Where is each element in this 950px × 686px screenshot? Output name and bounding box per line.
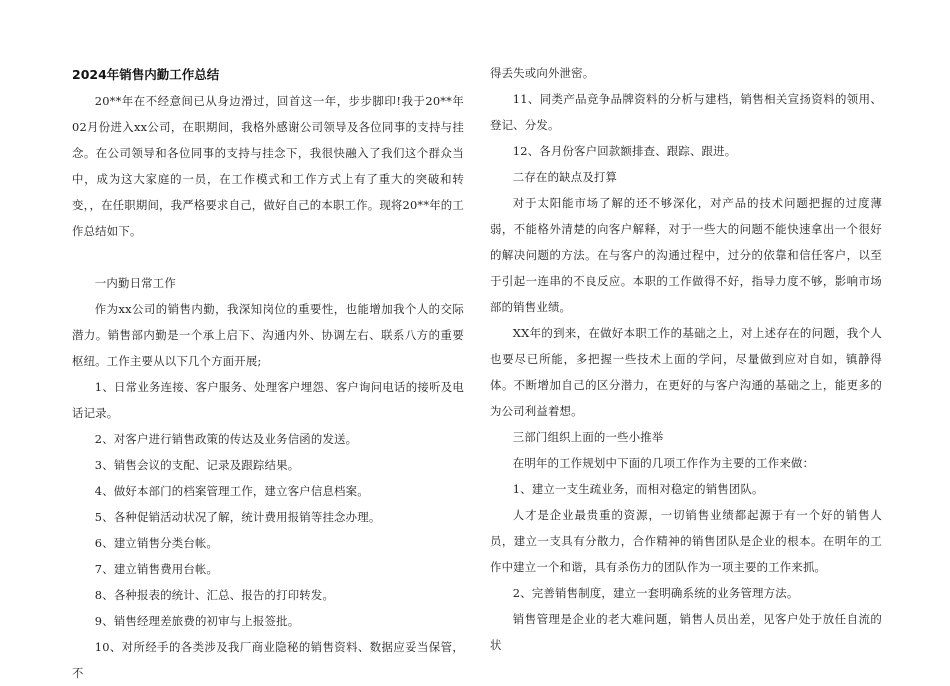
proposal-item-2: 2、完善销售制度，建立一套明确系统的业务管理方法。 [512, 586, 799, 600]
paragraph-role: 作为xx公司的销售内勤，我深知岗位的重要性，也能增加我个人的交际潜力。销售部内勤是一个承上启下、沟通内外、协调左右、联系八方的重要枢纽。工作主要从以下几个方面开展; [72, 302, 464, 368]
paragraph-continuation: 得丢失或向外泄密。 [490, 66, 595, 80]
list-item-4: 4、做好本部门的档案管理工作，建立客户信息档案。 [94, 484, 369, 498]
section-heading-3: 三部门组织上面的一些小推举 [512, 430, 664, 444]
paragraph-intro: 20**年在不经意间已从身边滑过，回首这一年，步步脚印!我于20**年02月份进入xx公司，在职期间，我格外感谢公司领导及各位同事的支持与挂念。在公司领导和各位同事的支持与挂念下，我很快融入了我们这个群众当中，成为这大家庭的一员，在工作模式和工作方式上有了重大的突破和转变，，在任职期间，我严格要求自己，做好自己的本职工作。现将20**年的工作总结如下。 [72, 94, 464, 238]
paragraph-next-year: 在明年的工作规划中下面的几项工作作为主要的工作来做： [512, 456, 815, 470]
paragraph-talent: 人才是企业最贵重的资源，一切销售业绩都起源于有一个好的销售人员，建立一支具有分散力，合作精神的销售团队是企业的根本。在明年的工作中建立一个和谐，具有杀伤力的团队作为一项主要的工作来抓。 [490, 508, 882, 574]
section-heading-2: 二存在的缺点及打算 [512, 170, 618, 184]
list-item-9: 9、销售经理差旅费的初审与上报签批。 [94, 614, 300, 628]
section-heading-1: 一内勤日常工作 [94, 276, 176, 290]
list-item-12: 12、各月份客户回款额排查、跟踪、跟进。 [512, 144, 737, 158]
document-title: 2024年销售内勤工作总结 [72, 67, 220, 82]
right-column [490, 60, 882, 658]
list-item-7: 7、建立销售费用台帐。 [94, 562, 219, 576]
paragraph-plans: XX年的到来，在做好本职工作的基础之上，对上述存在的问题，我个人也要尽已所能，多把握一些技术上面的学问，尽量做到应对自如，镇静得体。不断增加自己的区分潜力，在更好的与客户沟通的基础之上，能更多的为公司利益着想。 [490, 326, 882, 418]
list-item-8: 8、各种报表的统计、汇总、报告的打印转发。 [94, 588, 335, 602]
list-item-10: 10、对所经手的各类涉及我厂商业隐秘的销售资料、数据应妥当保管，不 [72, 640, 464, 680]
list-item-11: 11、同类产品竞争品牌资料的分析与建档，销售相关宣扬资料的领用、登记、分发。 [490, 92, 882, 132]
list-item-1: 1、日常业务连接、客户服务、处理客户埋怨、客户询问电话的接听及电话记录。 [72, 380, 464, 420]
list-item-6: 6、建立销售分类台帐。 [94, 536, 219, 550]
list-item-2: 2、对客户进行销售政策的传达及业务信函的发送。 [94, 432, 358, 446]
paragraph-management: 销售管理是企业的老大难问题，销售人员出差，见客户处于放任自流的状 [490, 612, 882, 652]
left-column [72, 60, 464, 686]
paragraph-shortcomings: 对于太阳能市场了解的还不够深化，对产品的技术问题把握的过度薄弱，不能格外清楚的向客户解释，对于一些大的问题不能快速拿出一个很好的解决问题的方法。在与客户的沟通过程中，过分的依靠和信任客户，以至于引起一连串的不良反应。本职的工作做得不好，指导力度不够，影响市场部的销售业绩。 [490, 196, 882, 314]
proposal-item-1: 1、建立一支生疏业务，而相对稳定的销售团队。 [512, 482, 764, 496]
list-item-3: 3、销售会议的支配、记录及跟踪结果。 [94, 458, 300, 472]
list-item-5: 5、各种促销活动状况了解，统计费用报销等挂念办理。 [94, 510, 381, 524]
